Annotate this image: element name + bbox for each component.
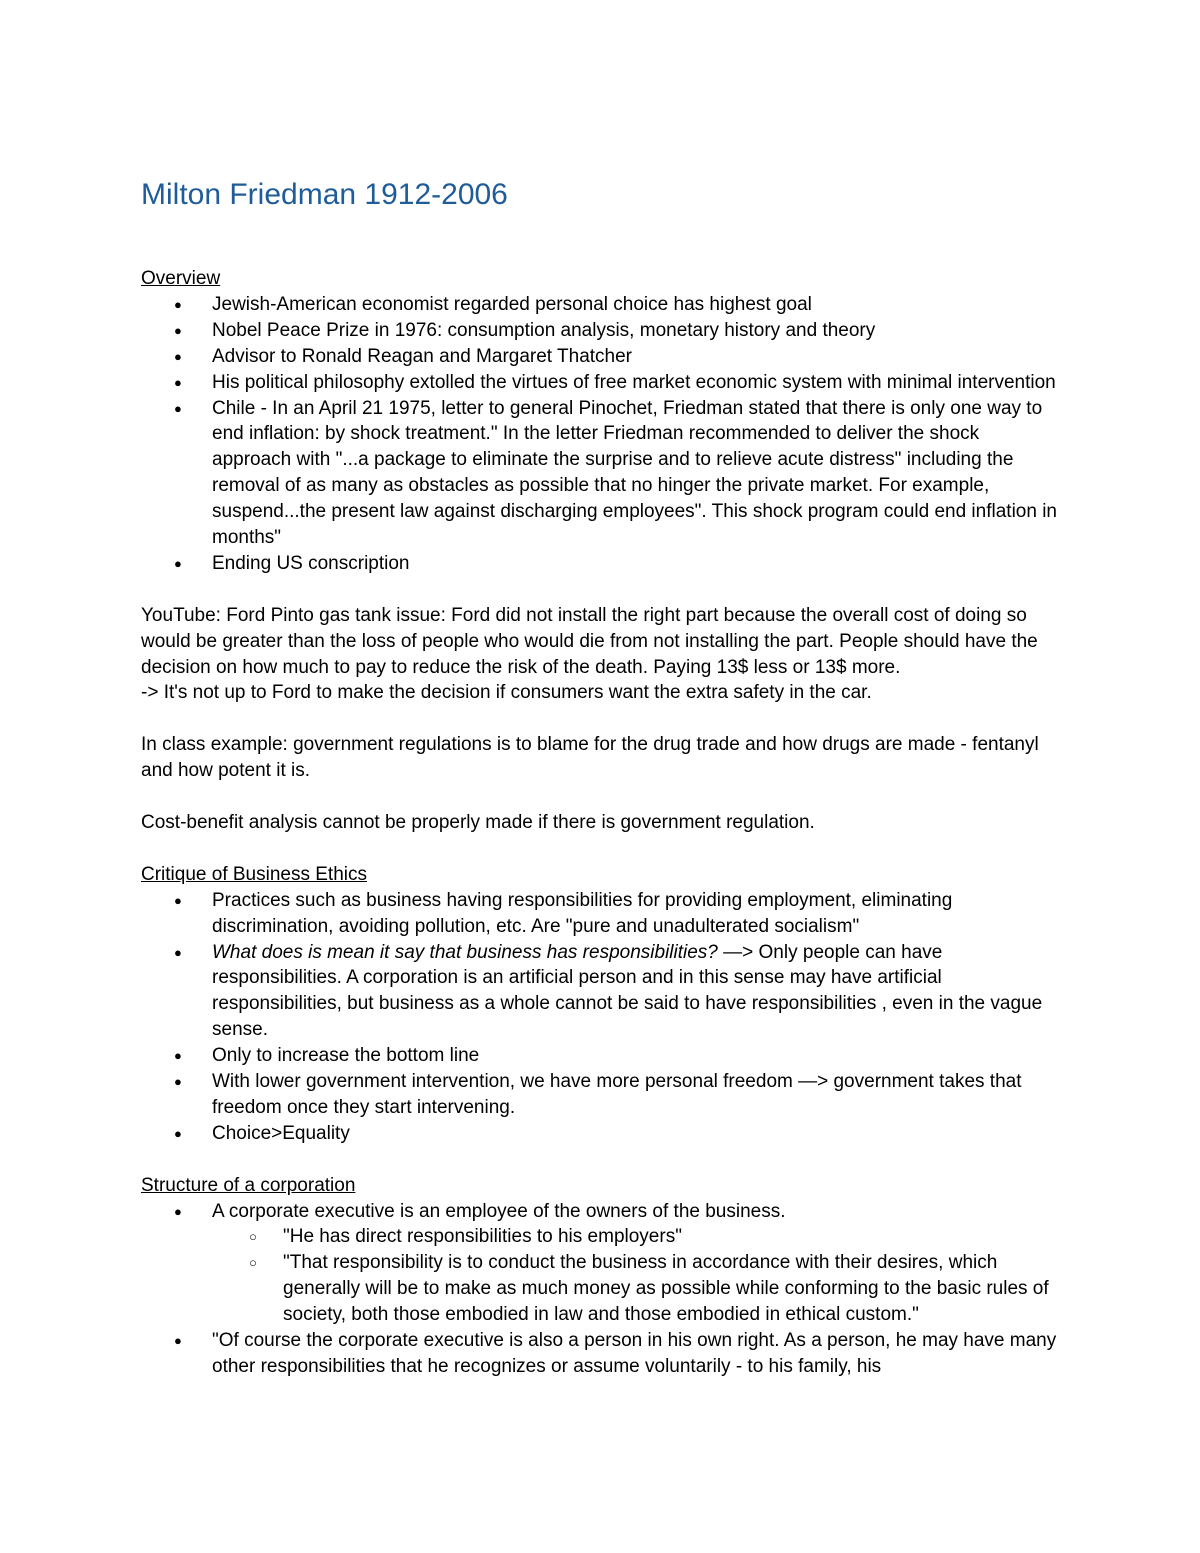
youtube-paragraph: YouTube: Ford Pinto gas tank issue: Ford did not install the right part because the overall cost of doing so would be greater than the loss of people who would die from not installing the part. People should have the decision on how much to pay to reduce the risk of the death. Paying 13$ less or 13$ more. [141, 604, 1038, 678]
sub-list-item: ○ "That responsibility is to conduct the business in accordance with their desires, which generally will be to make as much money as possible while conforming to the basic rules of society, both those embodied in law and those embodied in ethical custom." [212, 1250, 1061, 1328]
spacer [141, 706, 1061, 732]
overview-heading: Overview [141, 268, 221, 289]
list-item: ● Only to increase the bottom line [141, 1043, 1061, 1069]
list-item: ● "Of course the corporate executive is also a person in his own right. As a person, he may have many other responsibilities that he recognizes or assume voluntarily - to his family, his [141, 1328, 1061, 1380]
sub-list-item: ○ "He has direct responsibilities to his employers" [212, 1224, 1061, 1250]
structure-list [141, 1199, 1061, 1380]
document-page [141, 174, 1061, 1380]
list-item: ● Choice>Equality [141, 1121, 1061, 1147]
list-item-text: A corporate executive is an employee of the owners of the business. [212, 1200, 786, 1222]
list-item: ● With lower government intervention, we have more personal freedom —> government takes that freedom once they start intervening. [141, 1069, 1061, 1121]
spacer [141, 1147, 1061, 1173]
list-item: ● Advisor to Ronald Reagan and Margaret Thatcher [141, 344, 1061, 370]
youtube-conclusion: -> It's not up to Ford to make the decision if consumers want the extra safety in the car. [141, 682, 872, 704]
list-item: ● His political philosophy extolled the virtues of free market economic system with minimal intervention [141, 370, 1061, 396]
list-item: ● Ending US conscription [141, 551, 1061, 577]
sub-list [212, 1224, 1061, 1328]
answer-text: —> Only people can have responsibilities. A corporation is an artificial person and in this sense may have artificial responsibilities, but business as a whole cannot be said to have responsibilities , even in the vague sense. [212, 941, 1043, 1041]
question-text: What does is mean it say that business has responsibilities? [212, 941, 718, 963]
spacer [141, 577, 1061, 603]
list-item [141, 1199, 1061, 1329]
list-item: ● Chile - In an April 21 1975, letter to general Pinochet, Friedman stated that there is only one way to end inflation: by shock treatment." In the letter Friedman recommended to deliver the shock approach with "...a package to eliminate the surprise and to relieve acute distress" including the removal of as many as obstacles as possible that no hinger the private market. For example, suspend...the present law against discharging employees". This shock program could end inflation in months" [141, 396, 1061, 551]
list-item: ● Nobel Peace Prize in 1976: consumption analysis, monetary history and theory [141, 318, 1061, 344]
critique-heading: Critique of Business Ethics [141, 863, 367, 885]
critique-list [141, 888, 1061, 1147]
cost-benefit-paragraph: Cost-benefit analysis cannot be properly made if there is government regulation. [141, 811, 815, 833]
document-title: Milton Friedman 1912-2006 [141, 178, 508, 211]
spacer [141, 836, 1061, 862]
overview-list [141, 292, 1061, 577]
structure-heading: Structure of a corporation [141, 1174, 356, 1196]
list-item [141, 940, 1061, 1044]
in-class-paragraph: In class example: government regulations is to blame for the drug trade and how drugs are made - fentanyl and how potent it is. [141, 734, 1039, 782]
list-item: ● Jewish-American economist regarded personal choice has highest goal [141, 292, 1061, 318]
list-item: ● Practices such as business having responsibilities for providing employment, eliminating discrimination, avoiding pollution, etc. Are "pure and unadulterated socialism" [141, 888, 1061, 940]
spacer [141, 784, 1061, 810]
